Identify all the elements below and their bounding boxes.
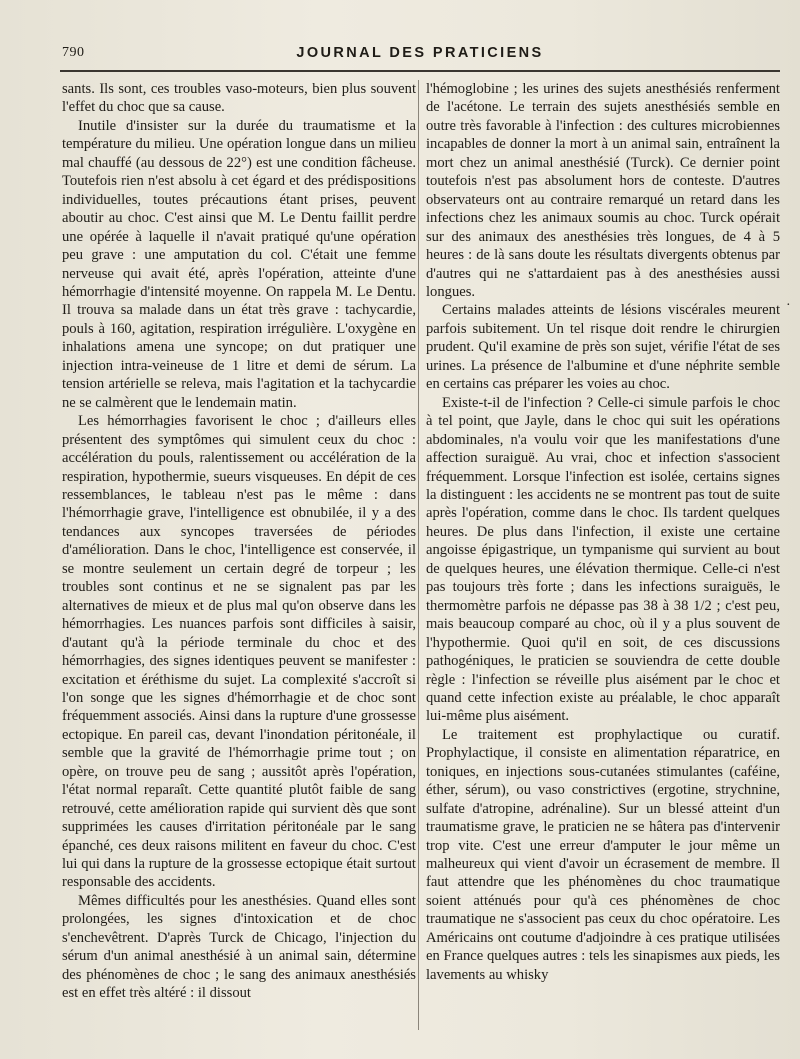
left-column bbox=[62, 80, 416, 1003]
page-number: 790 bbox=[62, 45, 85, 60]
margin-mark: · bbox=[786, 298, 791, 313]
left-paragraph-2: Inutile d'insister sur la durée du traumatisme et la température du milieu. Une opération longue dans un milieu mal chauffé (au dessous de 22°) est une condition fâcheuse. Toutefois rien n'est absolu à cet égard et des prédispositions individuelles, toutes précautions étant prises, peuvent aboutir au choc. C'est ainsi que M. Le Dentu faillit perdre une opérée à laquelle il n'avait pratiqué qu'une opération peu grave : une amputation du col. C'était une femme nerveuse qui avait été, après l'opération, atteinte d'une hémorrhagie d'intensité moyenne. On rappela M. Le Dentu. Il trouva sa malade dans un état très grave : tachycardie, pouls à 160, agitation, respiration irrégulière. L'oxygène en inhalations amena une syncope; on dut pratiquer une injection intra-veineuse de 1 litre et demi de sérum. La tension artérielle se releva, mais l'agitation et la tachycardie ne se calmèrent que le lendemain matin. bbox=[62, 117, 416, 411]
right-paragraph-4: Le traitement est prophylactique ou curatif. Prophylactique, il consiste en alimentation réparatrice, en toniques, en injections sous-cutanées stimulantes (caféine, éther, sérum), ou vaso constrictives (ergotine, strychnine, sulfate d'atropine, adrénaline). Sur un blessé atteint d'un traumatisme grave, le praticien ne se hâtera pas d'intervenir trop vite. C'est une erreur d'amputer le jour même un malheureux qui vient d'avoir un écrasement de membre. Il faut attendre que les phénomènes du choc traumatique soient atténués pour qu'à ces phénomènes de choc traumatique ne s'associent pas ceux du choc opératoire. Les Américains ont coutume d'adjoindre à ces pratique utilisées en France quelques autres : tels les sinapismes aux pieds, les lavements au whisky bbox=[426, 726, 780, 983]
running-title: JOURNAL DES PRATICIENS bbox=[296, 45, 544, 61]
left-paragraph-3: Les hémorrhagies favorisent le choc ; d'ailleurs elles présentent des symptômes qui simulent ceux du choc : accélération du pouls, ralentissement ou accélération de la respiration, hypothermie, sueurs visqueuses. En dépit de ces ressemblances, le tableau n'est pas le même : dans l'hémorrhagie grave, l'intelligence est obnubilée, il y a des tendances aux syncopes traversées de périodes d'amélioration. Dans le choc, l'intelligence est conservée, il se montre seulement un certain degré de torpeur ; les troubles sont continus et ne se signalent pas par les alternatives de mieux et de plus mal qu'on observe dans les hémorrhagies. Les nuances parfois sont difficiles à saisir, d'autant qu'à la période terminale du choc et des hémorrhagies, des signes identiques peuvent se manifester : excitation et éréthisme du sujet. La complexité s'accroît si l'on songe que les signes d'hémorrhagie et de choc sont fréquemment associés. Ainsi dans la rupture d'une grossesse ectopique. En pareil cas, devant l'inondation péritonéale, il semble que la gravité de l'hémorrhagie prime tout ; on opère, on trouve peu de sang ; aussitôt après l'opération, l'état normal reparaît. Cette quantité plutôt faible de sang retrouvé, cette amélioration rapide qui survient dès que sont supprimées les causes d'irritation péritonéale par le sang épanché, ces deux raisons militent en faveur du choc. C'est lui qui dans la rupture de la grossesse ectopique était surtout responsable des accidents. bbox=[62, 413, 416, 891]
column-divider bbox=[418, 80, 419, 1030]
right-paragraph-2: Certains malades atteints de lésions viscérales meurent parfois subitement. Un tel risque doit rendre le chirurgien prudent. Qu'il examine de près son sujet, vérifie l'état de ses urines. La présence de l'albumine et d'une néphrite semble en certains cas préparer les voies au choc. bbox=[426, 302, 780, 393]
left-paragraph-1: sants. Ils sont, ces troubles vaso-moteurs, bien plus souvent l'effet du choc que sa cause. bbox=[62, 81, 416, 116]
page-header bbox=[60, 40, 780, 72]
right-paragraph-3: Existe-t-il de l'infection ? Celle-ci simule parfois le choc à tel point, que Jayle, dans le choc qui suit les opérations abdominales, n'a voulu voir que les manifestations d'une affection suraiguë. Au vrai, choc et infection s'associent fréquemment. Lorsque l'infection est isolée, certains signes la distinguent : les accidents ne se montrent pas tout de suite après l'opération, comme dans le choc. Ils tardent quelques heures. De plus dans l'infection, il existe une certaine angoisse épigastrique, un tympanisme qui survient au bout de quelques heures, une élévation thermique. Celle-ci n'est pas toujours très forte ; dans les infections suraiguës, le thermomètre parfois ne dépasse pas 38 à 38 1/2 ; c'est peu, mais beaucoup comparé au choc, où il y a plus souvent de l'hypothermie. Quoi qu'il en soit, de ces discussions pathogéniques, le praticien se souviendra de cette double règle : l'infection se réveille plus aisément par le choc et quand cette infection existe au préalable, le choc apparaît lui-même plus aisément. bbox=[426, 394, 780, 725]
right-column bbox=[426, 80, 780, 984]
left-paragraph-4: Mêmes difficultés pour les anesthésies. Quand elles sont prolongées, les signes d'intoxication et de choc s'enchevêtrent. D'après Turck de Chicago, l'injection du sérum d'un animal anesthésié à un animal sain, détermine des phénomènes de choc ; le sang des animaux anesthésiés est en effet très altéré : il dissout bbox=[62, 892, 416, 1002]
right-paragraph-1: l'hémoglobine ; les urines des sujets anesthésiés renferment de l'acétone. Le terrain des sujets anesthésiés semble en outre très favorable à l'infection : des cultures microbiennes incapables de donner la mort à un animal sain, entraînent la mort chez un animal anesthésié (Turck). Ce dernier point toutefois n'est pas absolument hors de conteste. D'autres observateurs ont au contraire remarqué un retard dans les infections chez les animaux soumis au choc. Turck opérait sur des animaux des anesthésies très longues, de 4 à 5 heures : de là sans doute les résultats divergents obtenus par d'autres qui ne s'attardaient pas à des anesthésies aussi longues. bbox=[426, 81, 780, 300]
